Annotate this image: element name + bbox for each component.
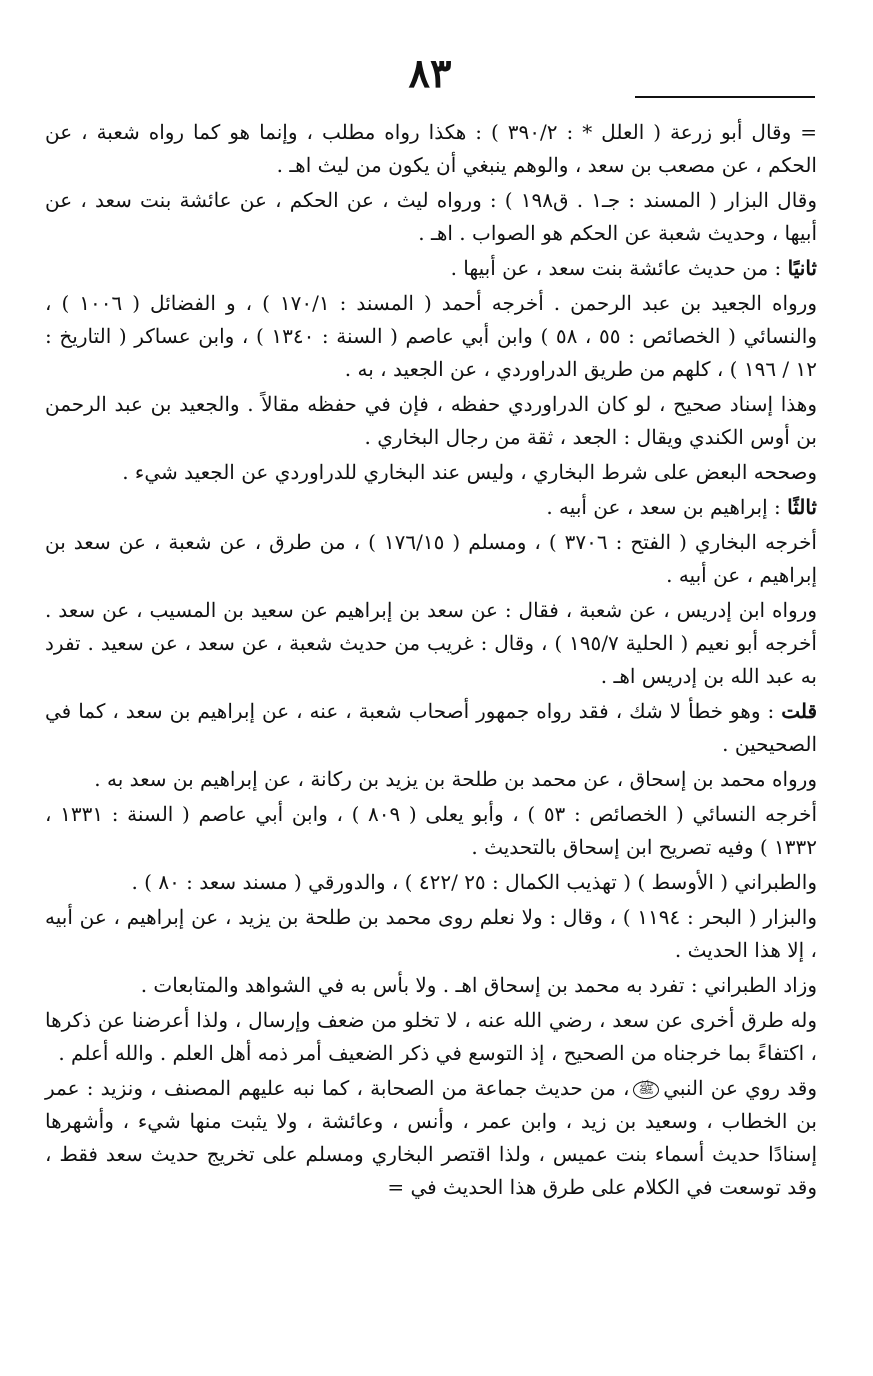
paragraph-text: أخرجه النسائي ( الخصائص : ٥٣ ) ، وأبو يعلى ( ٨٠٩ ) ، وابن أبي عاصم ( السنة : ١٣٣١ ، ١٣٣٢ ) وفيه تصريح ابن إسحاق بالتحديث . xyxy=(45,802,818,859)
page-body xyxy=(45,116,817,1206)
paragraph-text: ورواه الجعيد بن عبد الرحمن . أخرجه أحمد ( المسند : ١٧٠/١ ) ، و الفضائل ( ١٠٠٦ ) ، والنسائي ( الخصائص : ٥٥ ، ٥٨ ) وابن أبي عاصم ( السنة : ١٣٤٠ ) ، وابن عساكر ( التاريخ : ١٢ / ١٩٦ ) ، كلهم من طريق الدراوردي ، عن الجعيد ، به . xyxy=(45,291,817,381)
paragraph-text: وزاد الطبراني : تفرد به محمد بن إسحاق اهـ . ولا بأس به في الشواهد والمتابعات . xyxy=(140,973,817,997)
pbuh-glyph: ﷺ xyxy=(633,1081,659,1099)
paragraph-bazzar xyxy=(45,184,817,250)
paragraph-text: ، من حديث جماعة من الصحابة ، كما نبه عليهم المصنف ، ونزيد : عمر بن الخطاب ، وسعيد بن زيد ، وابن عمر ، وأنس ، وعائشة ، ولا يثبت منها شيء ، وأشهرها إسنادًا حديث أسماء بنت عميس ، ولذا اقتصر البخاري ومسلم على تخريج حديث سعد فقط ، وقد توسعت في الكلام على طرق هذا الحديث في = xyxy=(45,1076,817,1199)
paragraph-text: وهذا إسناد صحيح ، لو كان الدراوردي حفظه ، فإن في حفظه مقالاً . والجعيد بن عبد الرحمن بن أوس الكندي ويقال : الجعد ، ثقة من رجال البخاري . xyxy=(45,392,817,449)
paragraph-juayd xyxy=(45,287,817,386)
paragraph-text: والطبراني ( الأوسط ) ( تهذيب الكمال : ٢٥ /٤٢٢ ) ، والدورقي ( مسند سعد : ٨٠ ) . xyxy=(131,870,817,894)
paragraph-bukhari xyxy=(45,526,817,592)
paragraph-tabarani xyxy=(45,866,817,899)
paragraph-ibn-idris xyxy=(45,594,817,693)
header-rule xyxy=(635,96,815,98)
paragraph-text: ورواه ابن إدريس ، عن شعبة ، فقال : عن سعد بن إبراهيم عن سعيد بن المسيب ، عن سعد . أخرجه أبو نعيم ( الحلية ١٩٥/٧ ) ، وقال : غريب من حديث شعبة ، عن سعد ، عن سعيد . تفرد به عبد الله بن إدريس اهـ . xyxy=(45,598,817,688)
paragraph-companions xyxy=(45,1072,817,1204)
paragraph-text: وقال البزار ( المسند : جـ١ . ق١٩٨ ) : ورواه ليث ، عن الحكم ، عن عائشة بنت سعد ، عن أبيها ، وحديث شعبة عن الحكم هو الصواب . اهـ . xyxy=(45,188,818,245)
paragraph-nasai xyxy=(45,798,817,864)
paragraph-bazzar-bahr xyxy=(45,901,817,967)
section-lead: قلت xyxy=(781,699,818,723)
paragraph-text: والبزار ( البحر : ١١٩٤ ) ، وقال : ولا نعلم روى محمد بن طلحة بن يزيد ، عن إبراهيم ، عن أبيه ، إلا هذا الحديث . xyxy=(45,905,817,962)
section-lead: ثالثًا xyxy=(787,495,817,519)
paragraph-text: أخرجه البخاري ( الفتح : ٣٧٠٦ ) ، ومسلم ( ١٧٦/١٥ ) ، من طرق ، عن شعبة ، عن سعد بن إبراهيم ، عن أبيه . xyxy=(45,530,817,587)
paragraph-text: ورواه محمد بن إسحاق ، عن محمد بن طلحة بن يزيد بن ركانة ، عن إبراهيم بن سعد به . xyxy=(94,767,817,791)
paragraph-isnad xyxy=(45,388,817,454)
paragraph-tabarani-addition xyxy=(45,969,817,1002)
paragraph-text: : وهو خطأ لا شك ، فقد رواه جمهور أصحاب شعبة ، عنه ، عن إبراهيم بن سعد ، كما في الصحيحين . xyxy=(45,699,817,756)
paragraph-second-route xyxy=(45,252,817,285)
paragraph-ibn-ishaq xyxy=(45,763,817,796)
paragraph-sahhahahu xyxy=(45,456,817,489)
paragraph-text: وله طرق أخرى عن سعد ، رضي الله عنه ، لا تخلو من ضعف وإرسال ، ولذا أعرضنا عن ذكرها ، اكتفاءً بما خرجناه من الصحيح ، إذ التوسع في ذكر الضعيف أمر ذمه أهل العلم . والله أعلم . xyxy=(45,1008,817,1065)
section-lead: ثانيًا xyxy=(787,256,817,280)
page-number: ٨٣ xyxy=(408,50,452,97)
paragraph-third-route xyxy=(45,491,817,524)
paragraph-text: وقد روي عن النبي xyxy=(663,1076,817,1100)
paragraph-text: وصححه البعض على شرط البخاري ، وليس عند البخاري للدراوردي عن الجعيد شيء . xyxy=(122,460,817,484)
paragraph-text: : إبراهيم بن سعد ، عن أبيه . xyxy=(546,495,781,519)
paragraph-qultu xyxy=(45,695,817,761)
paragraph-abu-zura xyxy=(45,116,817,182)
paragraph-other-routes xyxy=(45,1004,817,1070)
paragraph-text: : من حديث عائشة بنت سعد ، عن أبيها . xyxy=(450,256,782,280)
paragraph-text: = وقال أبو زرعة ( العلل * : ٣٩٠/٢ ) : هكذا رواه مطلب ، وإنما هو كما رواه شعبة ، عن الحكم ، عن مصعب بن سعد ، والوهم ينبغي أن يكون من ليث اهـ . xyxy=(45,120,817,177)
